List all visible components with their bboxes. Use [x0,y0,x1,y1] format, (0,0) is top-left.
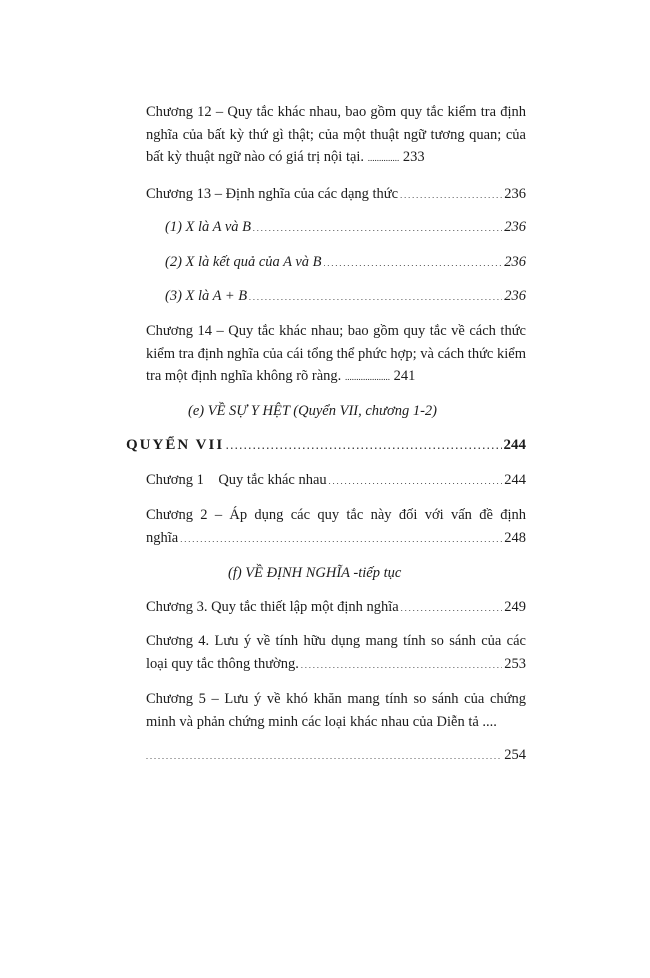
toc-entry-ch5 [146,688,526,733]
book-title: QUYỂN VII [126,437,225,453]
leader-dots [329,469,503,494]
toc-entry-ch13 [146,183,526,208]
leader-dots [146,744,502,769]
section-heading-e: (e) VỀ SỰ Y HỆT (Quyển VII, chương 1-2) [188,403,437,419]
book-heading-vii [126,434,526,457]
leader-dots [324,251,503,275]
leader-dots: .................... [344,372,390,382]
leader-dots [226,434,501,457]
toc-entry-text: (3) X là A + B [165,288,248,304]
page-number: 254 [504,747,526,763]
toc-entry-text: (1) X là A và B [165,219,252,235]
toc-entry-ch1 [146,469,526,494]
leader-dots [180,527,502,552]
toc-entry-ch3 [146,596,526,621]
toc-entry-line2 [146,527,526,552]
page-number: 248 [504,529,526,546]
toc-entry-text: Chương 14 – Quy tắc khác nhau; bao gồm quy tắc về cách thức kiểm tra định nghĩa của cái tổng thể phức hợp; và cách thức kiểm tra một định nghĩa không rõ ràng. .................... 241 [146,323,526,384]
leader-dots [253,216,502,240]
toc-entry-text: loại quy tắc thông thường. [146,655,299,672]
page-number: 249 [504,599,526,615]
toc-entry-text: nghĩa [146,529,179,546]
toc-entry-ch4 [146,630,526,677]
page-number: 253 [504,655,526,672]
toc-subentry-2 [165,251,526,275]
page-number: 236 [504,254,526,270]
toc-entry-text: Chương 2 – Áp dụng các quy tắc này đối với vấn đề định [146,507,526,523]
toc-entry-text: Chương 4. Lưu ý về tính hữu dụng mang tính so sánh của các [146,633,526,649]
toc-entry-ch5-leader [146,744,526,769]
toc-entry-line2 [146,653,526,678]
page-number: 233 [402,149,425,165]
toc-entry-text: Chương 13 – Định nghĩa của các dạng thức [146,186,399,202]
toc-entry-text: Chương 1 Quy tắc khác nhau [146,472,327,488]
toc-entry-text: Chương 5 – Lưu ý về khó khăn mang tính so sánh của chứng [146,691,526,707]
toc-subentry-1 [165,216,526,240]
page-number: 241 [393,368,416,384]
toc-entry-ch12 [146,101,526,170]
leader-dots: .............. [367,153,400,163]
toc-entry-ch2 [146,504,526,551]
toc-entry-text: Chương 12 – Quy tắc khác nhau, bao gồm quy tắc kiểm tra định nghĩa của bất kỳ thứ gì thật; của một thuật ngữ tương quan; của bất kỳ thuật ngữ nào có giá trị nội tại. .............. 233 [146,104,526,165]
toc-subentry-3 [165,285,526,309]
toc-entry-ch14 [146,320,526,389]
toc-entry-text: (2) X là kết quả của A và B [165,254,322,270]
leader-dots [301,653,502,678]
page-number: 244 [504,472,526,488]
page-number: 244 [503,437,526,453]
toc-entry-text: Chương 3. Quy tắc thiết lập một định nghĩa [146,599,399,615]
leader-dots [400,183,502,208]
page-number: 236 [504,186,526,202]
page-number: 236 [504,288,526,304]
leader-dots [401,596,503,621]
toc-entry-text: minh và phản chứng minh các loại khác nhau của Diễn tả .... [146,713,497,730]
page-number: 236 [504,219,526,235]
leader-dots [249,285,502,309]
section-heading-f: (f) VỀ ĐỊNH NGHĨA -tiếp tục [228,565,402,581]
